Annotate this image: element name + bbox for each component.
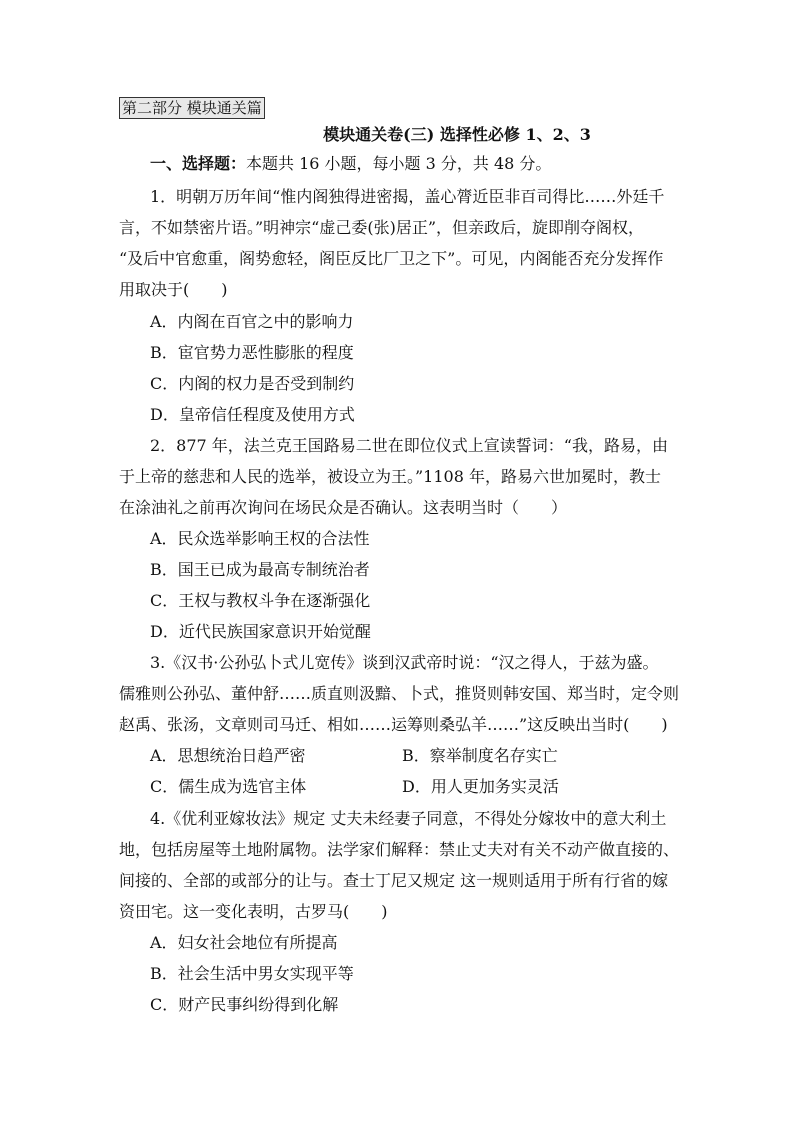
q3-line-3: 赵禹、张汤，文章则司马迁、相如……运筹则桑弘羊……”这反映出当时( ) [119, 715, 668, 734]
q1-line-1: 1．明朝万历年间“惟内阁独得进密揭，盖心膂近臣非百司得比……外廷千 [150, 187, 665, 206]
q1-line-3: “及后中官愈重，阁势愈轻，阁臣反比厂卫之下”。可见，内阁能否充分发挥作 [119, 249, 664, 268]
q4-line-4: 资田宅。这一变化表明，古罗马( ) [119, 902, 388, 921]
q2-line-3: 在涂油礼之前再次询问在场民众是否确认。这表明当时（ ） [119, 498, 568, 517]
q4-option-b: B．社会生活中男女实现平等 [150, 964, 354, 983]
instructions-label: 一、选择题： [150, 154, 247, 173]
q4-option-a: A．妇女社会地位有所提高 [150, 933, 338, 952]
q3-line-1: 3.《汉书·公孙弘卜式儿宽传》谈到汉武帝时说：“汉之得人，于兹为盛。 [150, 653, 659, 672]
instructions-text: 本题共 16 小题，每小题 3 分，共 48 分。 [246, 154, 552, 173]
q2-option-b: B．国王已成为最高专制统治者 [150, 560, 370, 579]
q1-option-b: B．宦官势力恶性膨胀的程度 [150, 343, 354, 362]
q3-line-2: 儒雅则公孙弘、董仲舒……质直则汲黯、卜式，推贤则韩安国、郑当时，定令则 [119, 684, 680, 703]
q4-line-1: 4.《优利亚嫁妆法》规定 丈夫未经妻子同意，不得处分嫁妆中的意大利土 [150, 809, 667, 828]
q3-option-c: C．儒生成为选官主体 [150, 777, 307, 796]
page-title: 模块通关卷(三) 选择性必修 1、2、3 [323, 125, 591, 144]
q1-line-4: 用取决于( ) [119, 280, 228, 299]
q2-line-2: 于上帝的慈悲和人民的选举，被设立为王。”1108 年，路易六世加冕时，教士 [119, 467, 661, 486]
q4-line-2: 地，包括房屋等土地附属物。法学家们解释：禁止丈夫对有关不动产做直接的、 [119, 840, 680, 859]
q2-line-1: 2．877 年，法兰克王国路易二世在即位仪式上宣读誓词：“我，路易，由 [150, 436, 668, 455]
q1-line-2: 言，不如禁密片语。”明神宗“虚己委(张)居正”，但亲政后，旋即削夺阁权， [119, 218, 645, 237]
section-tag: 第二部分 模块通关篇 [119, 97, 265, 119]
q3-option-d: D．用人更加务实灵活 [402, 777, 559, 796]
q3-option-a: A．思想统治日趋严密 [150, 746, 306, 765]
q1-option-c: C．内阁的权力是否受到制约 [150, 374, 355, 393]
q2-option-a: A．民众选举影响王权的合法性 [150, 529, 370, 548]
q1-option-a: A．内阁在百官之中的影响力 [150, 312, 354, 331]
q4-line-3: 间接的、全部的或部分的让与。查士丁尼又规定 这一规则适用于所有行省的嫁 [119, 871, 669, 890]
q1-option-d: D．皇帝信任程度及使用方式 [150, 405, 355, 424]
instructions [150, 153, 551, 175]
q2-option-d: D．近代民族国家意识开始觉醒 [150, 622, 371, 641]
q3-option-b: B．察举制度名存实亡 [402, 746, 558, 765]
q4-option-c: C．财产民事纠纷得到化解 [150, 995, 339, 1014]
q2-option-c: C．王权与教权斗争在逐渐强化 [150, 591, 371, 610]
